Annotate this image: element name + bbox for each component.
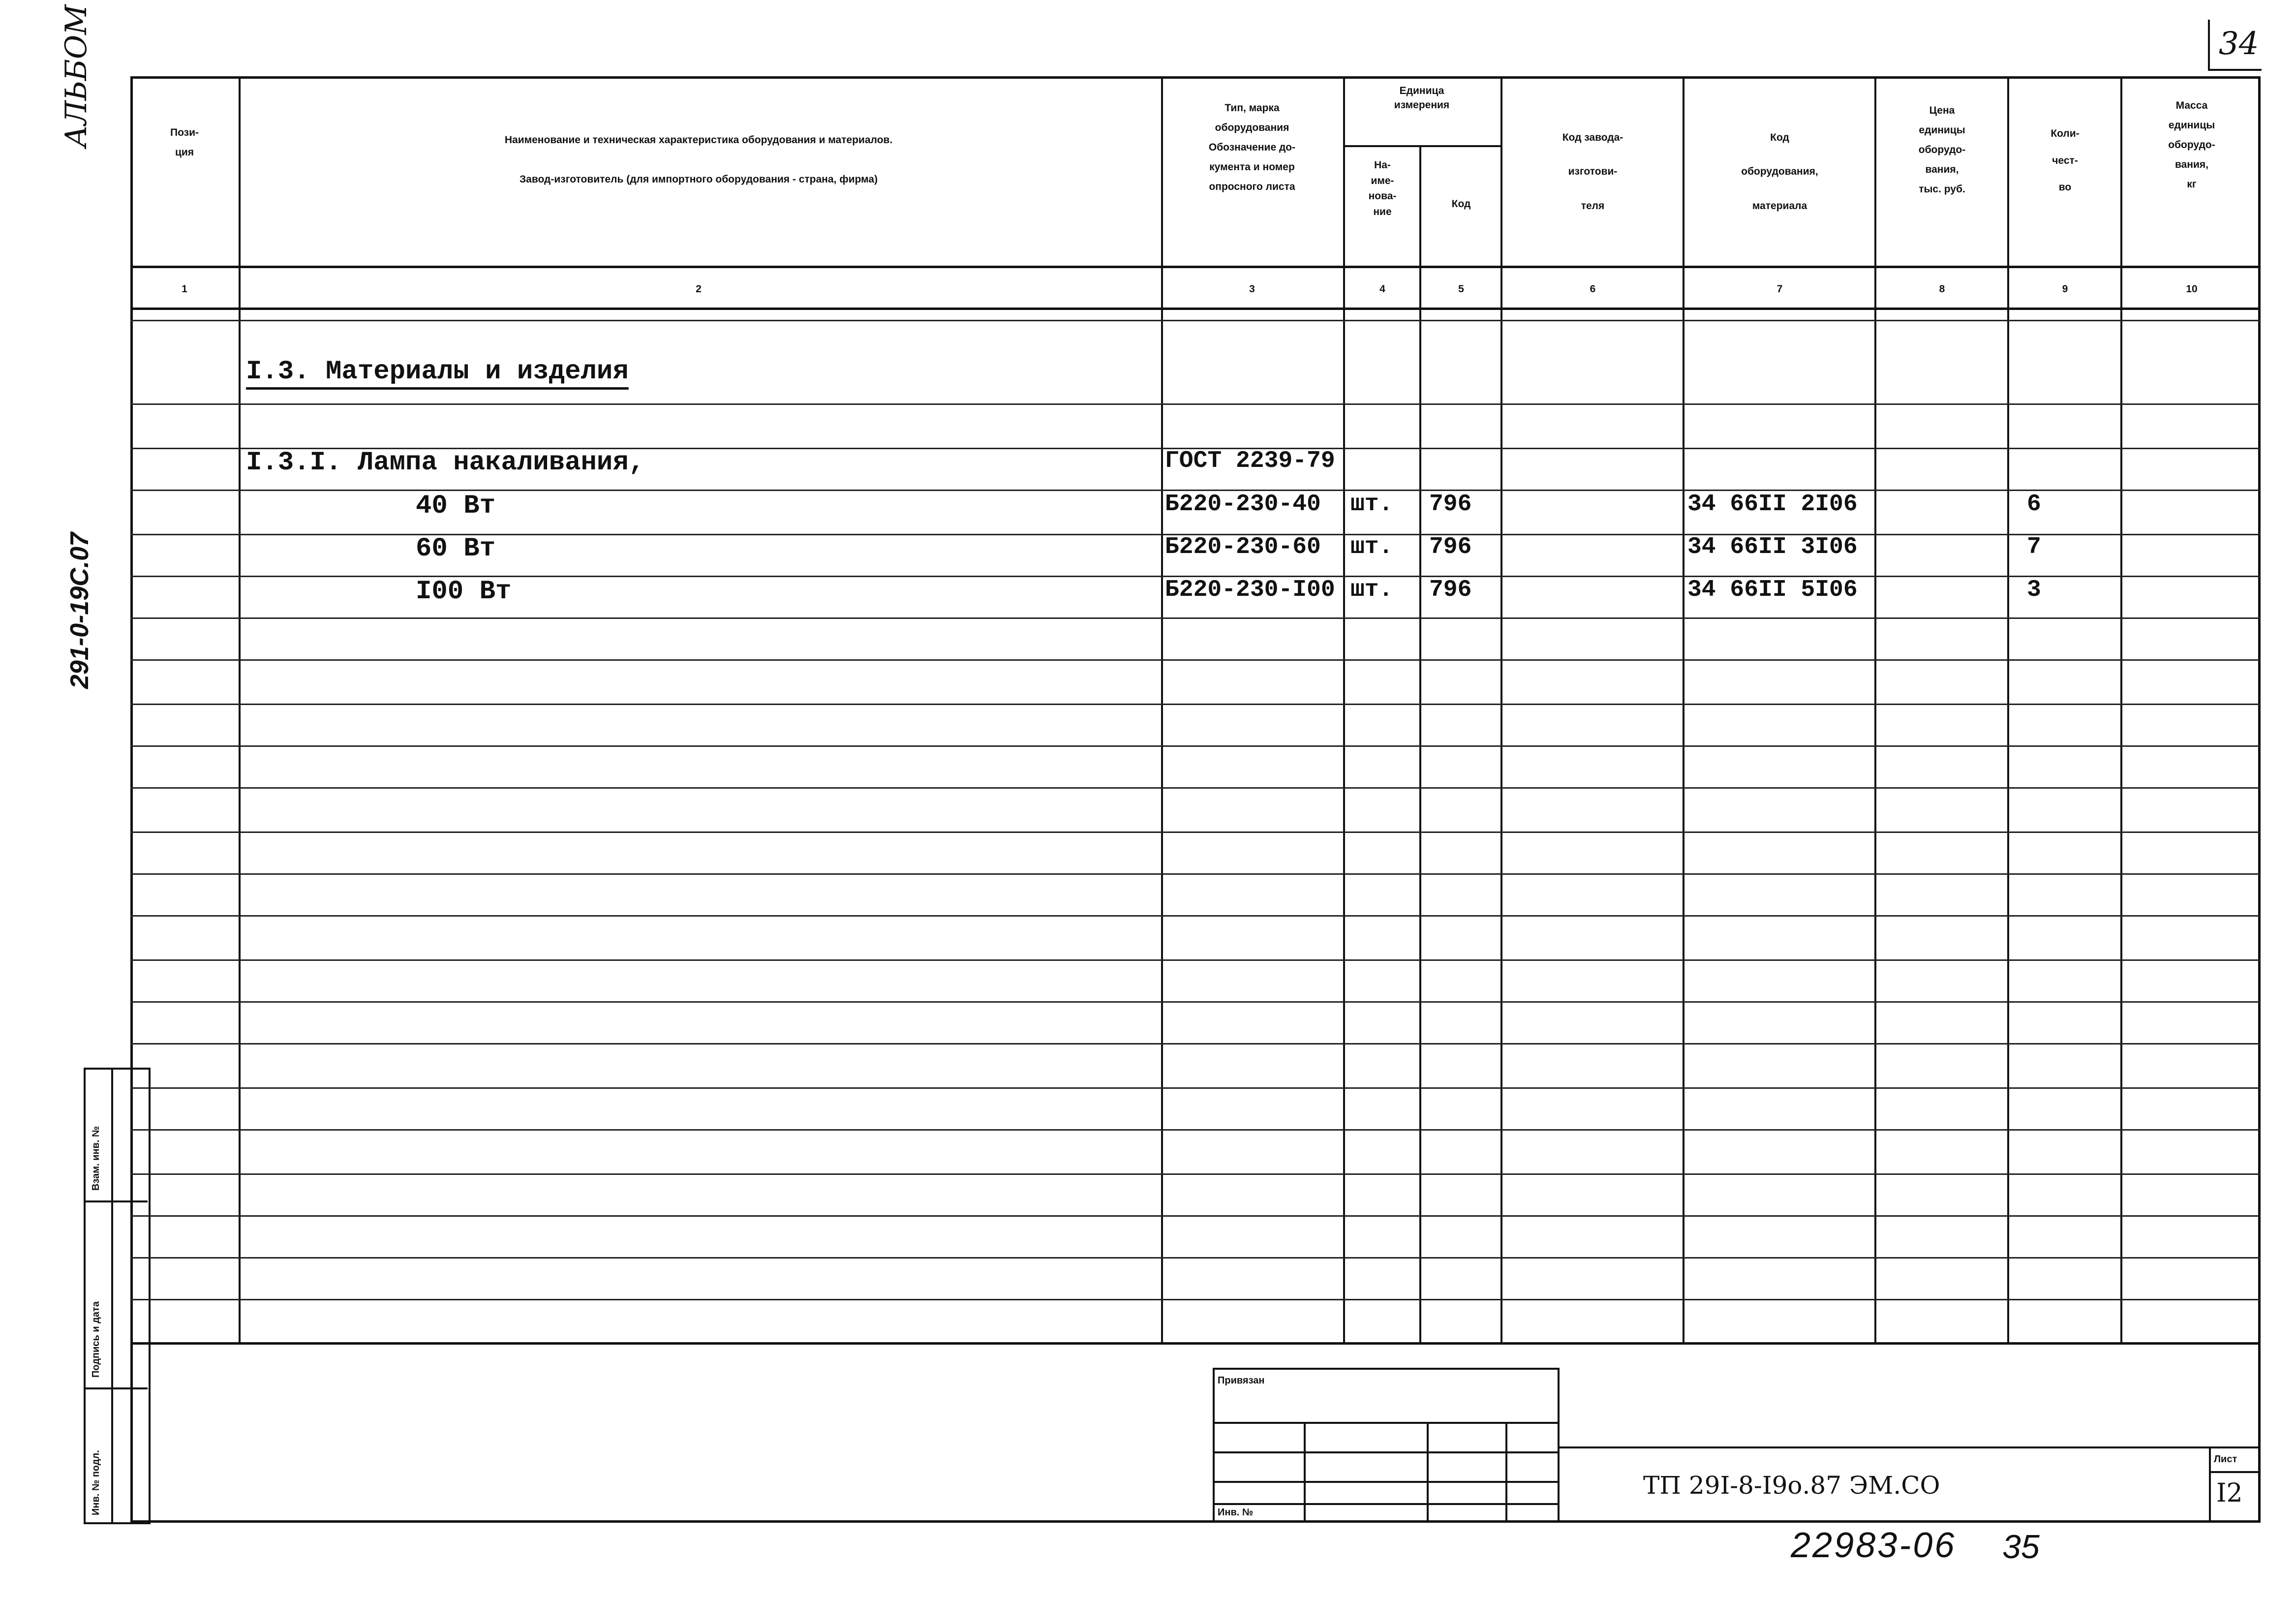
col-num-10: 10 bbox=[2186, 283, 2198, 295]
row-item-type: ГОСТ 2239-79 bbox=[1165, 448, 1335, 474]
margin-code: 291-0-19С.07 bbox=[65, 532, 94, 689]
row-quantity: 7 bbox=[2027, 534, 2041, 560]
sheet-number: I2 bbox=[2216, 1478, 2243, 1508]
col-num-6: 6 bbox=[1590, 283, 1596, 295]
bound-label: Привязан bbox=[1218, 1375, 1265, 1386]
row-type: Б220-230-40 bbox=[1165, 491, 1321, 518]
row-unit-code: 796 bbox=[1429, 534, 1472, 560]
col-num-9: 9 bbox=[2062, 283, 2068, 295]
col-num-7: 7 bbox=[1776, 283, 1783, 295]
col-header-position: Пози- ция bbox=[170, 127, 199, 158]
section-heading: I.3. Материалы и изделия bbox=[246, 357, 629, 387]
row-unit: шт. bbox=[1350, 577, 1393, 603]
row-unit-code: 796 bbox=[1429, 491, 1472, 518]
row-equipment-code: 34 66II 5I06 bbox=[1687, 577, 1858, 603]
col-num-2: 2 bbox=[696, 283, 702, 295]
col-header-unit-code: Код bbox=[1451, 198, 1471, 210]
bound-stamp-box bbox=[1213, 1368, 1560, 1523]
col-header-mass: Масса единицы оборудо- вания, кг bbox=[2168, 100, 2215, 190]
row-name: I00 Вт bbox=[416, 577, 512, 607]
col-num-4: 4 bbox=[1379, 283, 1385, 295]
col-header-price: Цена единицы оборудо- вания, тыс. руб. bbox=[1918, 105, 1966, 195]
row-equipment-code: 34 66II 2I06 bbox=[1687, 491, 1858, 518]
row-name: 60 Вт bbox=[416, 534, 496, 564]
col-header-unit-name: На- име- нова- ние bbox=[1368, 159, 1397, 217]
col-num-8: 8 bbox=[1939, 283, 1945, 295]
footer-page: 35 bbox=[2002, 1528, 2040, 1566]
row-unit: шт. bbox=[1350, 534, 1393, 560]
row-item-name: I.3.I. Лампа накаливания, bbox=[246, 448, 645, 478]
col-header-equipment-code: Код оборудования, материала bbox=[1741, 132, 1818, 212]
row-name: 40 Вт bbox=[416, 491, 496, 521]
col-header-type: Тип, марка оборудования Обозначение до- кумента и номер опросного листа bbox=[1208, 102, 1296, 192]
sheet-label: Лист bbox=[2214, 1454, 2237, 1465]
inv-label: Инв. № bbox=[1218, 1507, 1254, 1518]
footer-number: 22983-06 bbox=[1791, 1526, 1957, 1565]
col-num-5: 5 bbox=[1458, 283, 1464, 295]
document-code: ТП 29I-8-I9о.87 ЭМ.СО bbox=[1643, 1471, 1940, 1500]
col-header-factory-code: Код завода- изготови- теля bbox=[1562, 132, 1623, 212]
row-unit: шт. bbox=[1350, 491, 1393, 518]
stamp-inv-original: Инв. № подл. bbox=[91, 1450, 101, 1515]
stamp-replace-inv: Взам. инв. № bbox=[91, 1126, 101, 1191]
row-type: Б220-230-I00 bbox=[1165, 577, 1335, 603]
row-quantity: 6 bbox=[2027, 491, 2041, 518]
col-header-quantity: Коли- чест- во bbox=[2051, 128, 2080, 193]
album-label: АЛЬБОМ bbox=[59, 4, 93, 148]
col-num-1: 1 bbox=[182, 283, 187, 295]
stamp-signature-date: Подпись и дата bbox=[91, 1301, 101, 1378]
col-header-name: Наименование и техническая характеристика оборудования и материалов. Завод-изготовитель (для импортного оборудования - страна, фирма) bbox=[504, 134, 893, 185]
row-type: Б220-230-60 bbox=[1165, 534, 1321, 560]
col-num-3: 3 bbox=[1249, 283, 1255, 295]
row-unit-code: 796 bbox=[1429, 577, 1472, 603]
col-header-unit-group: Единица измерения bbox=[1394, 85, 1450, 111]
row-equipment-code: 34 66II 3I06 bbox=[1687, 534, 1858, 560]
page-number-top: 34 bbox=[2219, 26, 2259, 62]
row-quantity: 3 bbox=[2027, 577, 2041, 603]
